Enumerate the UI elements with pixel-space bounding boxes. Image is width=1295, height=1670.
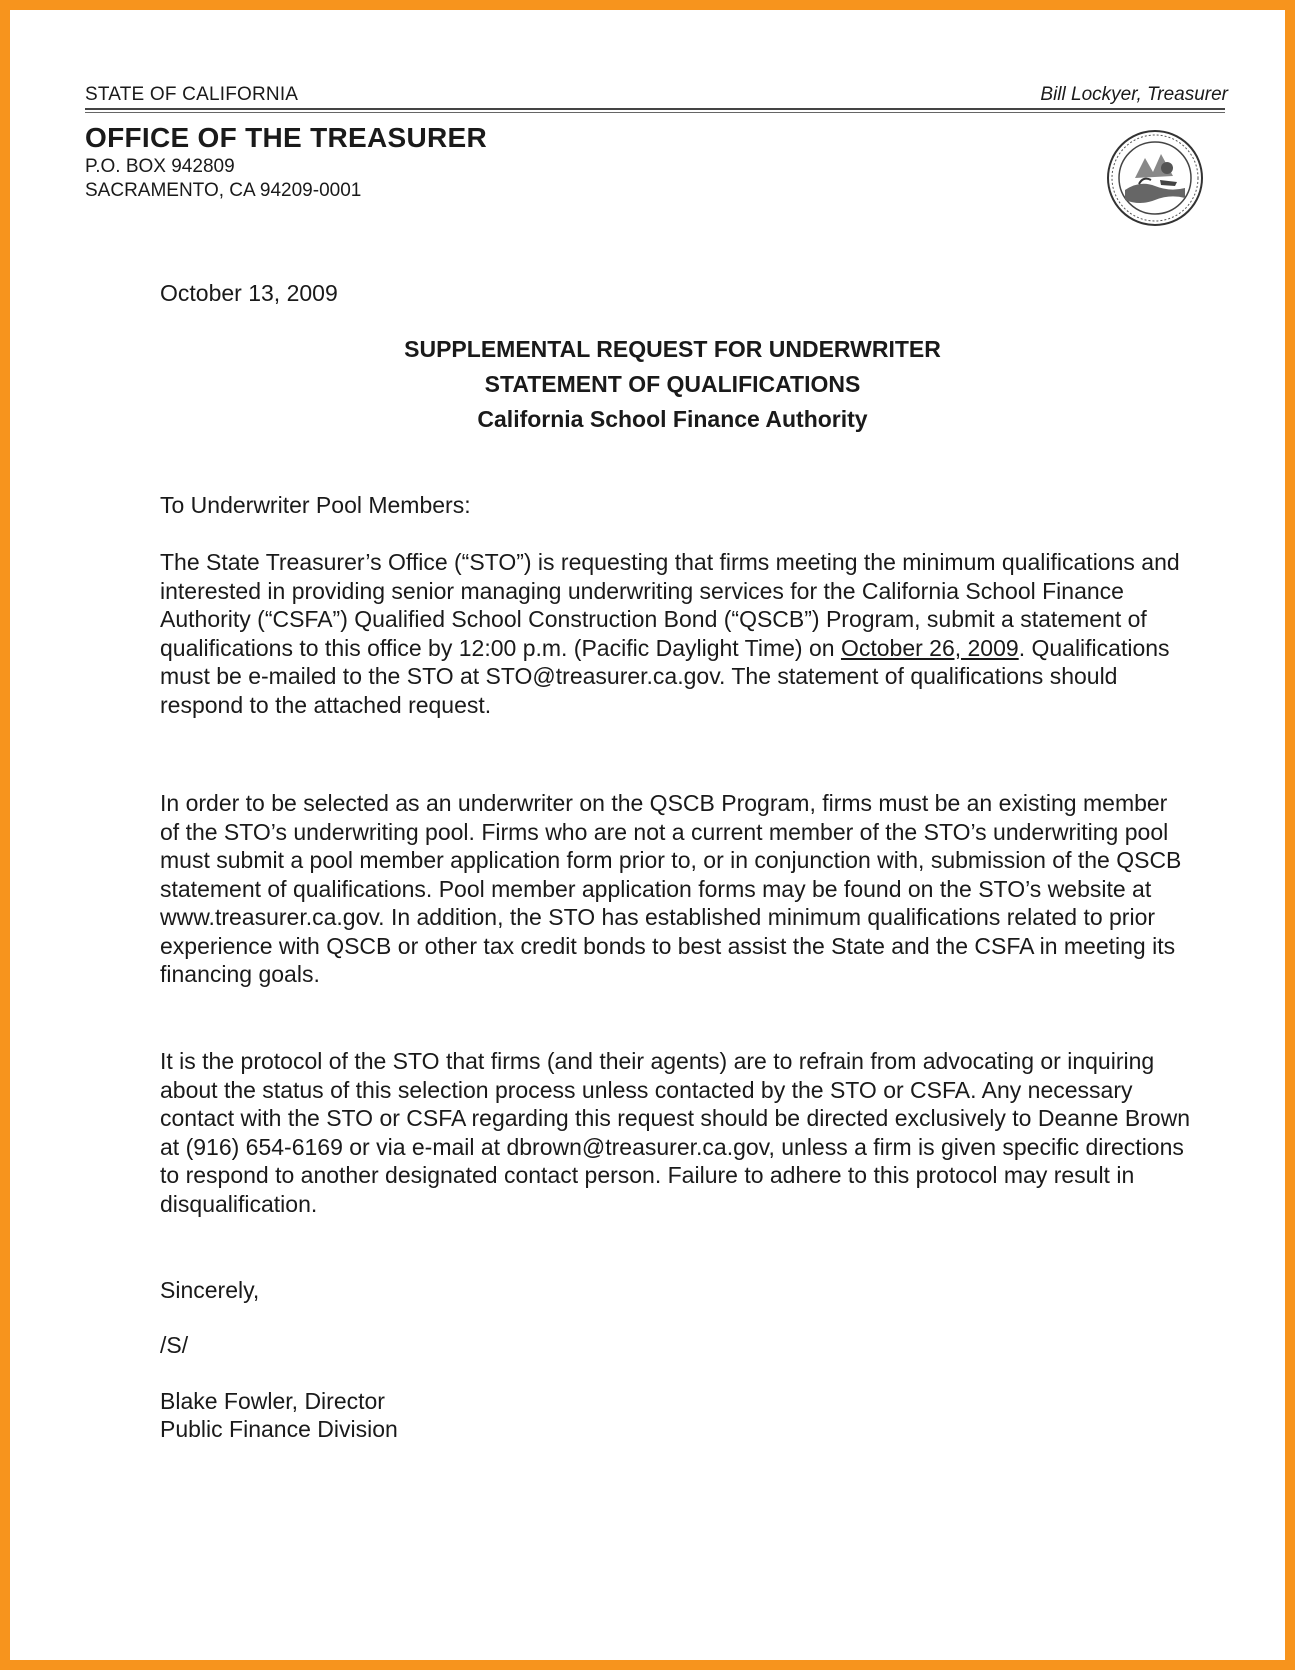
deadline-date: October 26, 2009 [840, 634, 1019, 661]
state-name: STATE OF CALIFORNIA [85, 84, 299, 105]
paragraph-1-part-1: The State Treasurer’s Office (“STO”) is requesting that firms meeting the minimum qualifications and interested in providing senior managing underwriting services for the California School Finance Authority (“CSFA”) Qualified School Construction Bond (“QSCB”) Program, submit a statement of qualifications to this office by 12:00 p.m. (Pacific Daylight Time) on [160, 549, 1180, 661]
city-line: SACRAMENTO, CA 94209-0001 [85, 180, 362, 201]
paragraph-2: In order to be selected as an underwriter on the QSCB Program, firms must be an existing member of the STO’s underwriting pool. Firms who are not a current member of the STO’s underwriting pool must submit a pool member application form prior to, or in conjunction with, submission of the QSCB statement of qualifications. Pool member application forms may be found on the STO’s website at www.treasurer.ca.gov. In addition, the STO has established minimum qualifications related to prior experience with QSCB or other tax credit bonds to best assist the State and the CSFA in meeting its financing goals. [160, 790, 1182, 987]
po-box: P.O. BOX 942809 [85, 156, 235, 177]
heading-line-2: STATEMENT OF QUALIFICATIONS [484, 371, 861, 397]
treasurer-name: Bill Lockyer, Treasurer [1040, 84, 1228, 105]
header-rule-thin [85, 112, 1225, 113]
paragraph-3: It is the protocol of the STO that firms (and their agents) are to refrain from advocating or inquiring about the status of this selection process unless contacted by the STO or CSFA. Any necessary contact with the STO or CSFA regarding this request should be directed exclusively to Deanne Brown at (916) 654-6169 or via e-mail at dbrown@treasurer.ca.gov, unless a firm is given specific directions to respond to another designated contact person. Failure to adhere to this protocol may result in disqualification. [160, 1048, 1191, 1217]
paragraph-1-part-2: . Qualifications must be e-mailed to the STO at STO@treasurer.ca.gov. The statement of qualifications should respond to the attached request. [160, 634, 1170, 718]
signer-name: Blake Fowler, Director [160, 1388, 385, 1414]
signer-title: Public Finance Division [160, 1416, 398, 1442]
office-title: OFFICE OF THE TREASURER [85, 122, 488, 153]
header-rule-thick [85, 108, 1225, 110]
state-seal-icon [1105, 128, 1205, 228]
letter-date: October 13, 2009 [160, 280, 338, 306]
paragraph-1 [160, 548, 1190, 719]
closing: Sincerely, [160, 1277, 260, 1303]
heading-line-1: SUPPLEMENTAL REQUEST FOR UNDERWRITER [404, 336, 941, 362]
signature: /S/ [160, 1332, 189, 1358]
letter-page [10, 10, 1285, 1660]
heading-line-3: California School Finance Authority [477, 406, 868, 432]
salutation: To Underwriter Pool Members: [160, 492, 471, 518]
